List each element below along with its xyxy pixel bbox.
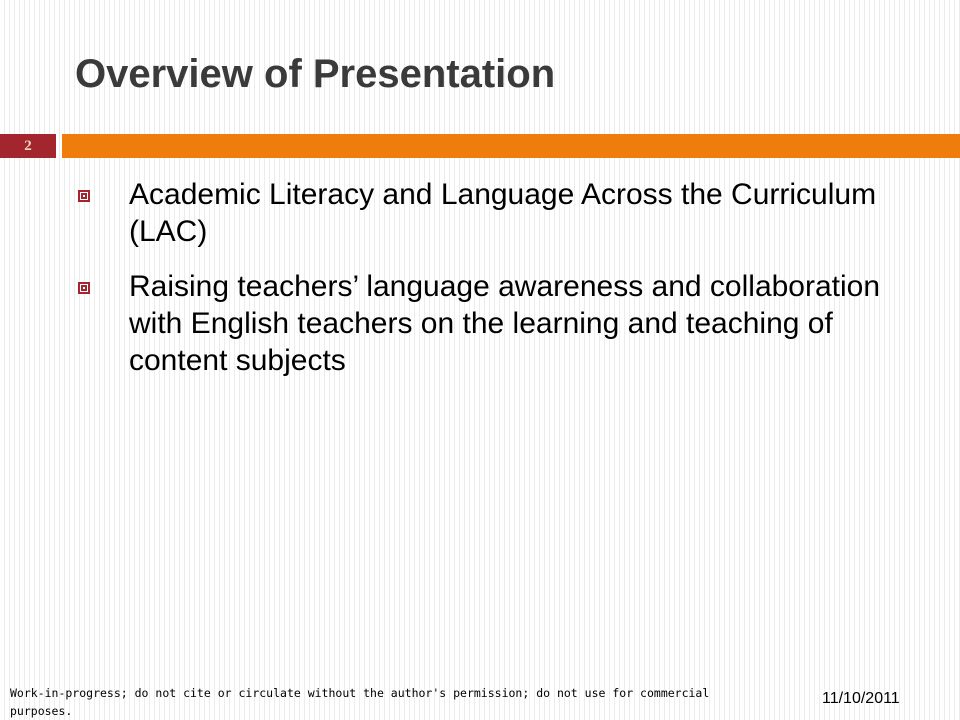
hollow-square-bullet-icon <box>78 190 90 202</box>
slide-title: Overview of Presentation <box>75 52 556 96</box>
bullet-text: Raising teachers’ language awareness and collaboration with English teachers on the learning and teaching of content subjects <box>129 270 881 377</box>
slide-number: 2 <box>24 137 32 154</box>
hollow-square-bullet-icon <box>78 282 90 294</box>
bullet-text: Academic Literacy and Language Across the Curriculum (LAC) <box>129 178 877 248</box>
bullet-item <box>74 268 914 379</box>
footer-date: 11/10/2011 <box>822 690 900 707</box>
slide-number-badge <box>0 134 56 158</box>
accent-bar <box>62 134 960 158</box>
bullet-list <box>74 176 914 397</box>
bullet-item <box>74 176 914 250</box>
footer-disclaimer: Work-in-progress; do not cite or circulate without the author's permission; do not use for commercial purposes. <box>10 686 710 718</box>
